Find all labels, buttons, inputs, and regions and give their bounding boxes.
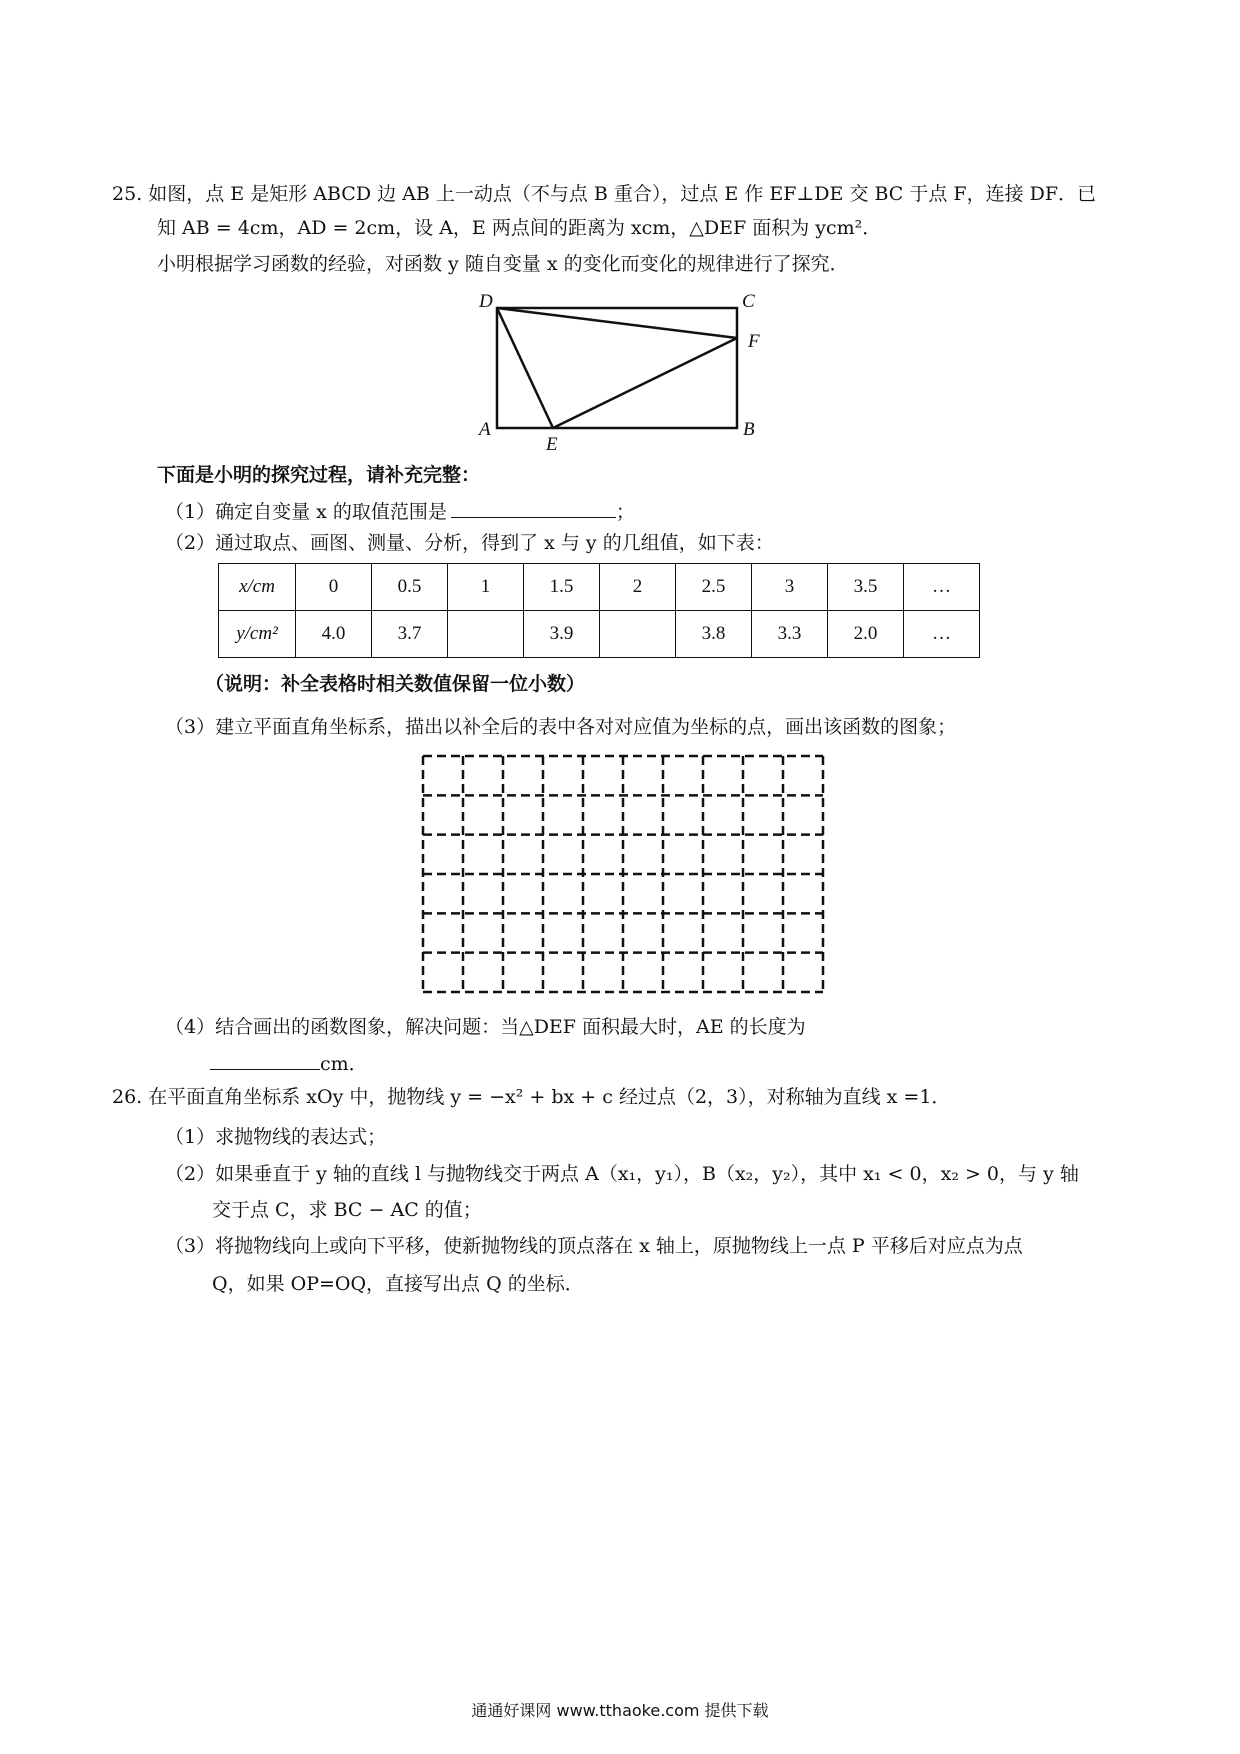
problem-26-question-1: （1）求抛物线的表达式； [165, 1126, 387, 1148]
table-cell-blank[interactable] [600, 611, 676, 658]
question-3: （3）建立平面直角坐标系，描出以补全后的表中各对对应值为坐标的点，画出该函数的图象； [165, 716, 957, 738]
segment-df [497, 308, 737, 338]
rectangle-abcd [497, 308, 737, 428]
problem-25-line-3: 小明根据学习函数的经验，对函数 y 随自变量 x 的变化而变化的规律进行了探究． [157, 253, 849, 275]
problem-26-line-1: 26. 在平面直角坐标系 xOy 中，抛物线 y = −x² + bx + c 经过点（2，3），对称轴为直线 x =1． [112, 1086, 951, 1108]
label-b: B [743, 419, 755, 440]
label-d: D [479, 291, 493, 312]
table-row-y [219, 611, 980, 658]
xy-value-table [218, 563, 980, 658]
table-cell: 3.7 [372, 611, 448, 658]
answer-blank-ae[interactable] [210, 1047, 320, 1070]
table-cell: 3.3 [752, 611, 828, 658]
table-cell: 3.9 [524, 611, 600, 658]
table-cell: … [904, 611, 980, 658]
table-cell: 3.8 [676, 611, 752, 658]
label-c: C [742, 291, 755, 312]
question-4-answer [210, 1047, 368, 1078]
table-cell: 2.0 [828, 611, 904, 658]
table-cell-blank[interactable] [448, 611, 524, 658]
table-cell: 2 [600, 564, 676, 611]
problem-26-question-3b: Q，如果 OP=OQ，直接写出点 Q 的坐标． [212, 1273, 584, 1295]
dashed-grid[interactable] [420, 753, 830, 998]
answer-blank-range[interactable] [451, 495, 616, 518]
question-2: （2）通过取点、画图、测量、分析，得到了 x 与 y 的几组值，如下表： [165, 532, 774, 554]
problem-26-question-2b: 交于点 C，求 BC − AC 的值； [212, 1199, 482, 1221]
rectangle-figure [470, 285, 770, 455]
label-e: E [546, 434, 558, 455]
table-cell: 0.5 [372, 564, 448, 611]
table-cell: 1 [448, 564, 524, 611]
segment-ef [553, 338, 737, 428]
table-header-x: x/cm [219, 564, 296, 611]
table-cell: 4.0 [296, 611, 372, 658]
segment-de [497, 308, 553, 428]
question-4: （4）结合画出的函数图象，解决问题：当△DEF 面积最大时，AE 的长度为 [165, 1016, 806, 1038]
table-row-x [219, 564, 980, 611]
table-cell: 2.5 [676, 564, 752, 611]
table-cell: 1.5 [524, 564, 600, 611]
problem-26-question-3a: （3）将抛物线向上或向下平移，使新抛物线的顶点落在 x 轴上，原抛物线上一点 P 平移后对应点为点 [165, 1235, 1023, 1257]
table-cell: 3.5 [828, 564, 904, 611]
problem-25-line-2: 知 AB = 4cm，AD = 2cm，设 A，E 两点间的距离为 xcm，△DEF 面积为 ycm²． [157, 217, 882, 239]
table-cell: 0 [296, 564, 372, 611]
table-note: （说明：补全表格时相关数值保留一位小数） [205, 673, 586, 695]
question-1 [165, 495, 635, 526]
question-1-text: （1）确定自变量 x 的取值范围是 [165, 501, 447, 523]
question-4-unit: cm． [320, 1053, 368, 1075]
table-cell: 3 [752, 564, 828, 611]
question-1-end: ； [615, 501, 635, 523]
table-header-y: y/cm² [219, 611, 296, 658]
label-a: A [479, 419, 491, 440]
label-f: F [748, 331, 760, 352]
page-footer: 通通好课网 www.tthaoke.com 提供下载 [471, 1701, 769, 1720]
problem-25-line-1: 25. 如图，点 E 是矩形 ABCD 边 AB 上一动点（不与点 B 重合），过点 E 作 EF⊥DE 交 BC 于点 F，连接 DF．已 [112, 183, 1097, 205]
problem-26-question-2a: （2）如果垂直于 y 轴的直线 l 与抛物线交于两点 A（x₁，y₁），B（x₂，y₂），其中 x₁ < 0，x₂ > 0，与 y 轴 [165, 1163, 1079, 1185]
process-intro: 下面是小明的探究过程，请补充完整： [157, 464, 481, 486]
table-cell: … [904, 564, 980, 611]
